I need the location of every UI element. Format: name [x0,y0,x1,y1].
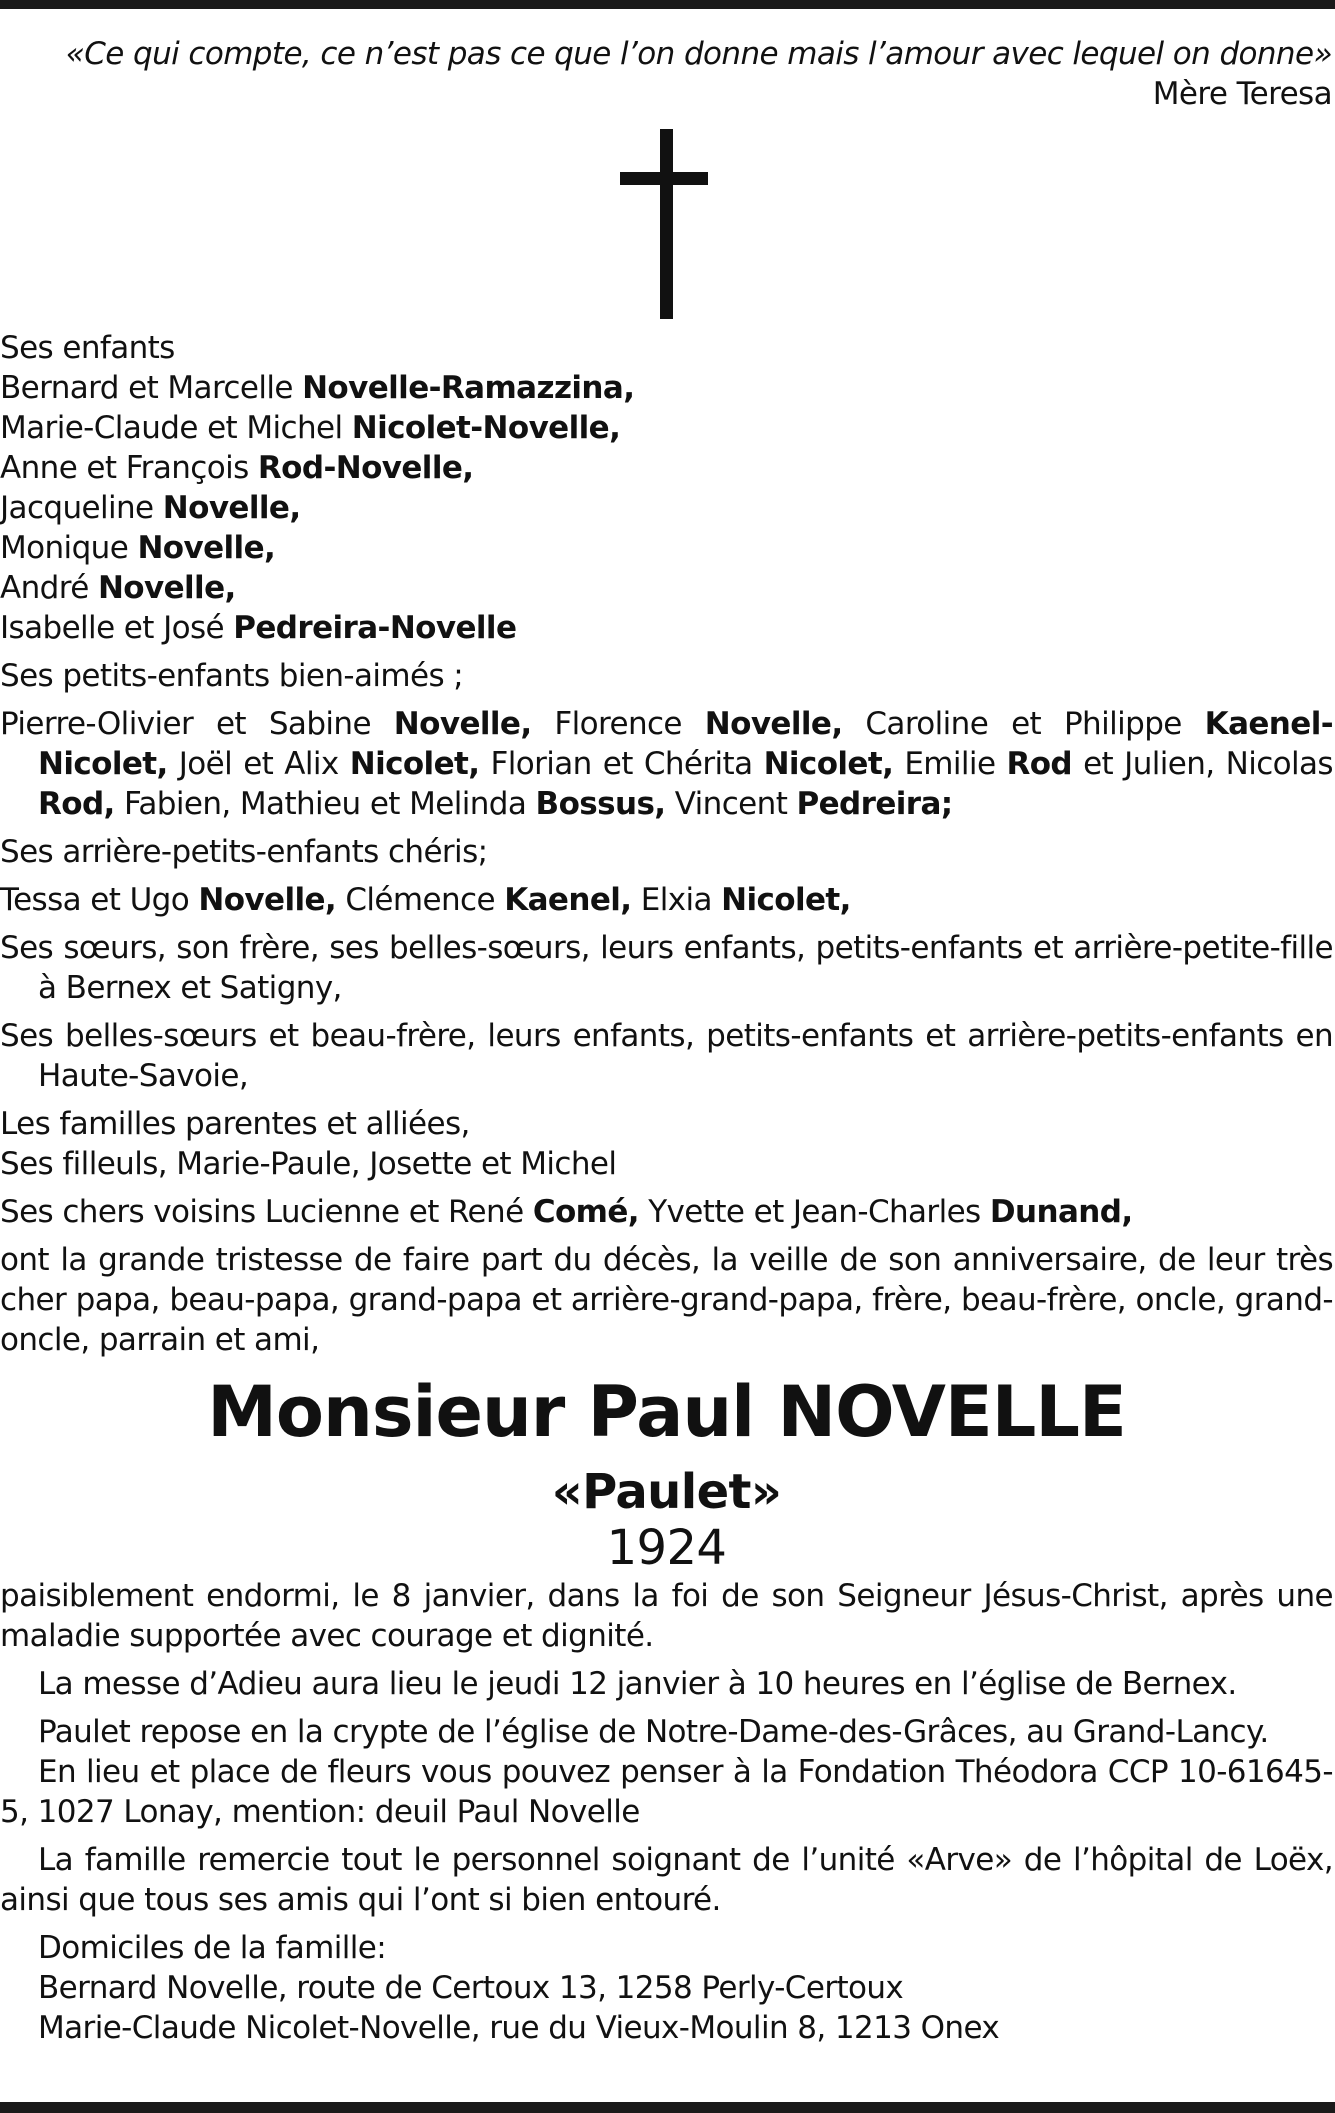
announcement-text: ont la grande tristesse de faire part du décès, la veille de son anniversaire, de leur très cher papa, beau-papa, grand-papa et arrière-grand-papa, frère, beau-frère, oncle, grand-oncle, parrain et ami, [0,1242,1333,1358]
list-item: Bernard et Marcelle Novelle-Ramazzina, [0,370,635,406]
bottom-rule [0,2102,1335,2113]
grandchildren-list: Pierre-Olivier et Sabine Novelle, Florence Novelle, Caroline et Philippe Kaenel-Nicolet, Joël et Alix Nicolet, Florian et Chérita Nicolet, Emilie Rod et Julien, Nicolas Rod, Fabien, Mathieu et Melinda Bossus, Vincent Pedreira; [0,706,1333,822]
domicile-address: Marie-Claude Nicolet-Novelle, rue du Vieux-Moulin 8, 1213 Onex [38,2010,1000,2046]
list-item: Isabelle et José Pedreira-Novelle [0,610,517,646]
epigraph [66,34,1332,114]
relatives-line: Les familles parentes et alliées, [0,1106,470,1142]
children-heading: Ses enfants [0,330,175,366]
epigraph-quote: «Ce qui compte, ce n’est pas ce que l’on donne mais l’amour avec lequel on donne» [65,36,1332,72]
death-details: paisiblement endormi, le 8 janvier, dans la foi de son Seigneur Jésus-Christ, après une maladie supportée avec courage et dignité. [0,1578,1333,1654]
siblings-line: Ses sœurs, son frère, ses belles-sœurs, leurs enfants, petits-enfants et arrière-petite-fille à Bernex et Satigny, [0,930,1333,1006]
domicile-address: Bernard Novelle, route de Certoux 13, 1258 Perly-Certoux [38,1970,904,2006]
great-grandchildren-heading: Ses arrière-petits-enfants chéris; [0,834,488,870]
latin-cross-icon [620,129,708,319]
thanks-details: La famille remercie tout le personnel soignant de l’unité «Arve» de l’hôpital de Loëx, ainsi que tous ses amis qui l’ont si bien entouré. [0,1842,1333,1918]
deceased-nickname: «Paulet» [551,1464,782,1520]
list-item: Anne et François Rod-Novelle, [0,450,474,486]
obituary-body [0,328,1333,2048]
godchildren-line: Ses filleuls, Marie-Paule, Josette et Michel [0,1146,617,1182]
deceased-year: 1924 [606,1520,727,1576]
epigraph-author: Mère Teresa [1152,76,1332,112]
rest-details: Paulet repose en la crypte de l’église de Notre-Dame-des-Grâces, au Grand-Lancy. [38,1714,1269,1750]
list-item: André Novelle, [0,570,236,606]
list-item: Monique Novelle, [0,530,276,566]
grandchildren-heading: Ses petits-enfants bien-aimés ; [0,658,464,694]
great-grandchildren-list: Tessa et Ugo Novelle, Clémence Kaenel, Elxia Nicolet, [0,882,851,918]
list-item: Jacqueline Novelle, [0,490,301,526]
in-laws-line: Ses belles-sœurs et beau-frère, leurs enfants, petits-enfants et arrière-petits-enfants en Haute-Savoie, [0,1018,1333,1094]
mass-details: La messe d’Adieu aura lieu le jeudi 12 janvier à 10 heures en l’église de Bernex. [38,1666,1237,1702]
list-item: Marie-Claude et Michel Nicolet-Novelle, [0,410,621,446]
domiciles-heading: Domiciles de la famille: [38,1930,387,1966]
neighbors-line: Ses chers voisins Lucienne et René Comé, Yvette et Jean-Charles Dunand, [0,1194,1133,1230]
top-rule [0,0,1335,9]
donation-details: En lieu et place de fleurs vous pouvez penser à la Fondation Théodora CCP 10-61645-5, 1027 Lonay, mention: deuil Paul Novelle [0,1754,1333,1830]
deceased-name: Monsieur Paul NOVELLE [207,1371,1126,1453]
children-list [0,368,1333,648]
